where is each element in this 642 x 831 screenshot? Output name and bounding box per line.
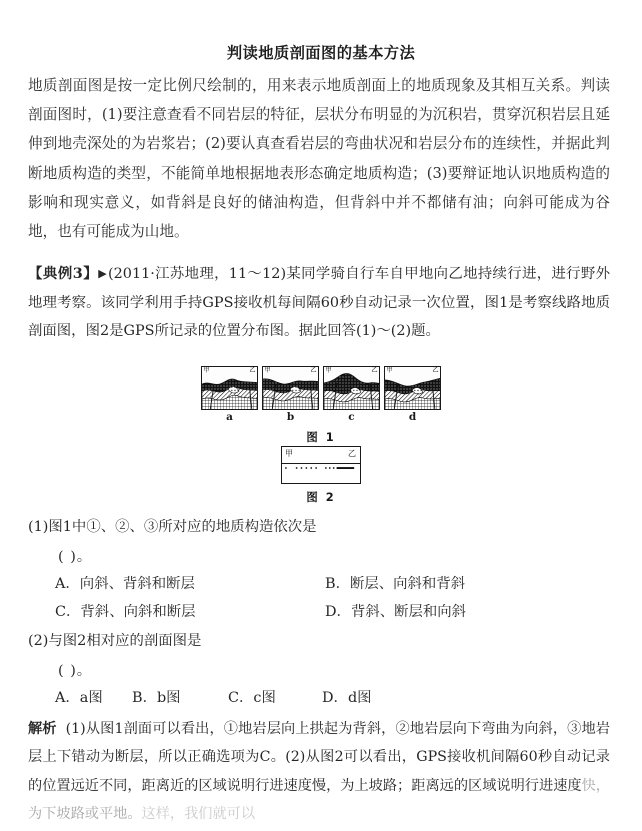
figure-1	[0, 366, 642, 445]
option-a-letter: A．	[55, 690, 80, 706]
question-2-answer-blank[interactable]: ( )。	[58, 663, 93, 679]
figure1-caption: 图 1	[306, 430, 336, 444]
question-2-option-b[interactable]	[132, 686, 181, 710]
analysis-text: (1)从图1剖面可以看出，①地岩层向上拱起为背斜，②地岩层向下弯曲为向斜，③地岩层上下错动为断层，所以正确选项为C。(2)从图2可以看出，GPS接收机间隔60秒自动记录的位置远近不同，距离近的区域说明行进速度慢，为上坡路；距离远的区域说明行进速度	[28, 721, 610, 794]
panel-b-label-right: 乙	[310, 367, 317, 374]
question-1-option-c[interactable]	[55, 600, 196, 624]
cross-section-diagram-c	[323, 366, 380, 410]
option-c-letter: C．	[228, 690, 254, 706]
option-d-text: d图	[347, 690, 372, 706]
panel-caption-a: a	[226, 411, 233, 423]
option-b-letter: B．	[132, 690, 157, 706]
analysis-block	[28, 715, 610, 829]
panel-caption-c: c	[348, 411, 355, 423]
question-1-option-a[interactable]	[55, 572, 195, 596]
panel-a-label-right: 乙	[249, 367, 256, 374]
question-2-stem: (2)与图2相对应的剖面图是	[28, 633, 202, 649]
question-1-option-b[interactable]	[325, 572, 465, 596]
option-b-text: 断层、向斜和背斜	[349, 576, 466, 592]
question-2-option-a[interactable]	[55, 686, 103, 710]
option-b-text: b图	[156, 690, 181, 706]
figure2-caption: 图 2	[306, 490, 336, 504]
option-a-text: 向斜、背斜和断层	[79, 576, 195, 592]
example-tag: 【典例3】	[28, 265, 99, 282]
panel-d-label-right: 乙	[432, 367, 439, 374]
figure1-panel-cell-b	[262, 366, 319, 423]
question-1-stem: (1)图1中①、②、③所对应的地质构造依次是	[28, 519, 317, 535]
option-c-letter: C．	[55, 604, 81, 620]
panel-b-label-left: 甲	[264, 367, 271, 374]
example-stem: 某同学骑自行车自甲地向乙地持续行进，进行野外地理考察。该同学利用手持GPS接收机每间隔60秒自动记录一次位置，图1是考察线路地质剖面图，图2是GPS所记录的位置分布图。据此回答(1)～(2)题。	[28, 266, 610, 340]
option-d-letter: D．	[325, 604, 351, 620]
question-1-option-d[interactable]	[325, 600, 466, 624]
cross-section-diagram-b	[262, 366, 319, 410]
analysis-tag: 解析	[28, 721, 57, 737]
question-2-option-d[interactable]	[322, 686, 372, 710]
panel-caption-d: d	[408, 411, 417, 423]
panel-a-label-left: 甲	[203, 367, 210, 374]
option-b-letter: B．	[325, 576, 350, 592]
example-block	[28, 260, 610, 346]
cross-section-diagram-d	[384, 366, 441, 410]
panel-c-label-right: 乙	[371, 367, 378, 374]
intro-paragraph: 地质剖面图是按一定比例尺绘制的，用来表示地质剖面上的地质现象及其相互关系。判读剖面图时，(1)要注意查看不同岩层的特征，层状分布明显的为沉积岩，贯穿沉积岩层且延伸到地壳深处的为岩浆岩；(2)要认真查看岩层的弯曲状况和岩层分布的连续性，并据此判断地质构造的类型，不能简单地根据地表形态确定地质构造；(3)要辩证地认识地质构造的影响和现实意义，如背斜是良好的储油构造，但背斜中并不都储有油；向斜可能成为谷地，也有可能成为山地。	[28, 77, 610, 241]
figure1-panel-cell-d	[384, 366, 441, 423]
panel-d-label-left: 甲	[386, 367, 393, 374]
gps-position-distribution-diagram	[281, 446, 361, 484]
option-c-text: c图	[253, 690, 276, 706]
figure-2	[0, 446, 642, 505]
option-a-text: a图	[79, 690, 103, 706]
figure2-label-right: 乙	[348, 449, 356, 458]
figure1-panel-cell-c	[323, 366, 380, 423]
figure1-panel-row	[0, 366, 642, 423]
question-2-option-c[interactable]	[228, 686, 276, 710]
question-1-answer-blank[interactable]: ( )。	[58, 549, 93, 565]
panel-caption-b: b	[286, 411, 295, 423]
analysis-text-faded-tail: 这样，我们就可以	[141, 806, 256, 823]
panel-c-label-left: 甲	[325, 367, 332, 374]
figure2-horizontal-rule	[282, 463, 360, 464]
page-title: 判读地质剖面图的基本方法	[226, 44, 416, 62]
example-source: (2011·江苏地理，11～12)	[108, 266, 287, 282]
analysis-text-faded: 快，为下坡路或平地。	[28, 777, 610, 823]
figure2-label-left: 甲	[285, 449, 293, 458]
option-c-text: 背斜、向斜和断层	[80, 604, 196, 620]
triangle-marker-icon: ▶	[98, 267, 108, 280]
option-d-text: 背斜、断层和向斜	[350, 604, 467, 620]
figure1-panel-cell-a	[201, 366, 258, 423]
gps-position-dots	[282, 465, 360, 471]
option-d-letter: D．	[322, 690, 348, 706]
option-a-letter: A．	[55, 576, 80, 592]
cross-section-diagram-a	[201, 366, 258, 410]
